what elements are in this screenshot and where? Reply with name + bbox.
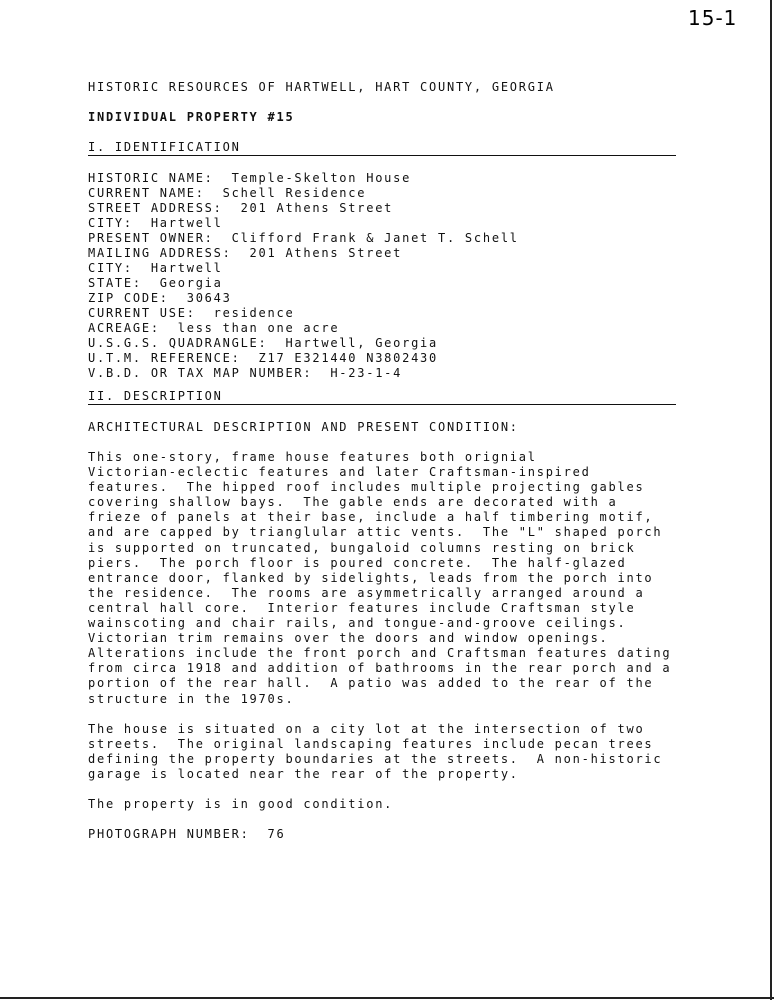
paragraph-line: portion of the rear hall. A patio was added to the rear of the xyxy=(88,676,654,691)
photograph-number: PHOTOGRAPH NUMBER: 76 xyxy=(88,827,286,842)
paragraph-line: wainscoting and chair rails, and tongue-and-groove ceilings. xyxy=(88,616,627,631)
document-body xyxy=(88,80,678,842)
description-paragraph-1 xyxy=(88,450,678,707)
paragraph-line: piers. The porch floor is poured concrete. The half-glazed xyxy=(88,555,627,570)
paragraph-line: streets. The original landscaping features include pecan trees xyxy=(88,736,654,751)
field-acreage: ACREAGE: less than one acre xyxy=(88,321,340,335)
paragraph-line: Alterations include the front porch and Craftsman features dating xyxy=(88,646,672,661)
identification-fields xyxy=(88,171,678,381)
field-state: STATE: Georgia xyxy=(88,276,223,290)
property-number: INDIVIDUAL PROPERTY #15 xyxy=(88,110,295,124)
paragraph-line: frieze of panels at their base, include a half timbering motif, xyxy=(88,510,654,525)
field-zip-code: ZIP CODE: 30643 xyxy=(88,291,232,305)
field-street-address: STREET ADDRESS: 201 Athens Street xyxy=(88,201,394,215)
identification-heading: I. IDENTIFICATION xyxy=(88,140,676,156)
paragraph-line: features. The hipped roof includes multiple projecting gables xyxy=(88,480,645,495)
paragraph-line: defining the property boundaries at the streets. A non-historic xyxy=(88,751,663,766)
field-historic-name: HISTORIC NAME: Temple-Skelton House xyxy=(88,171,412,185)
field-tax-map-number: V.B.D. OR TAX MAP NUMBER: H-23-1-4 xyxy=(88,366,403,380)
paragraph-line: from circa 1918 and addition of bathrooms in the rear porch and a xyxy=(88,661,672,676)
field-mailing-address: MAILING ADDRESS: 201 Athens Street xyxy=(88,246,403,260)
handwritten-page-mark: 15-1 xyxy=(688,6,738,30)
paragraph-line: structure in the 1970s. xyxy=(88,691,295,706)
paragraph-line: garage is located near the rear of the property. xyxy=(88,766,519,781)
paragraph-line: covering shallow bays. The gable ends are decorated with a xyxy=(88,495,618,510)
paragraph-line: the residence. The rooms are asymmetrically arranged around a xyxy=(88,585,645,600)
description-heading: II. DESCRIPTION xyxy=(88,389,676,405)
field-city: CITY: Hartwell xyxy=(88,216,223,230)
description-subheading: ARCHITECTURAL DESCRIPTION AND PRESENT CONDITION: xyxy=(88,420,519,434)
paragraph-line: Victorian trim remains over the doors and window openings. xyxy=(88,631,609,646)
paragraph-line: This one-story, frame house features both orignial xyxy=(88,450,537,464)
field-current-name: CURRENT NAME: Schell Residence xyxy=(88,186,367,200)
paragraph-line: The house is situated on a city lot at the intersection of two xyxy=(88,721,645,736)
paragraph-line: and are capped by trianglular attic vents. The "L" shaped porch xyxy=(88,525,663,540)
field-current-use: CURRENT USE: residence xyxy=(88,306,295,320)
field-usgs-quadrangle: U.S.G.S. QUADRANGLE: Hartwell, Georgia xyxy=(88,336,439,350)
page-edge-bottom xyxy=(0,997,774,999)
paragraph-line: is supported on truncated, bungaloid columns resting on brick xyxy=(88,540,636,555)
description-paragraph-2 xyxy=(88,722,678,782)
field-mailing-city: CITY: Hartwell xyxy=(88,261,223,275)
field-present-owner: PRESENT OWNER: Clifford Frank & Janet T. Schell xyxy=(88,231,519,245)
paragraph-line: Victorian-eclectic features and later Craftsman-inspired xyxy=(88,465,591,480)
document-title: HISTORIC RESOURCES OF HARTWELL, HART COUNTY, GEORGIA xyxy=(88,80,555,94)
paragraph-line: entrance door, flanked by sidelights, leads from the porch into xyxy=(88,570,654,585)
page-edge-right xyxy=(770,0,772,1000)
paragraph-line: central hall core. Interior features include Craftsman style xyxy=(88,600,636,615)
field-utm-reference: U.T.M. REFERENCE: Z17 E321440 N3802430 xyxy=(88,351,439,365)
condition-statement: The property is in good condition. xyxy=(88,796,394,811)
